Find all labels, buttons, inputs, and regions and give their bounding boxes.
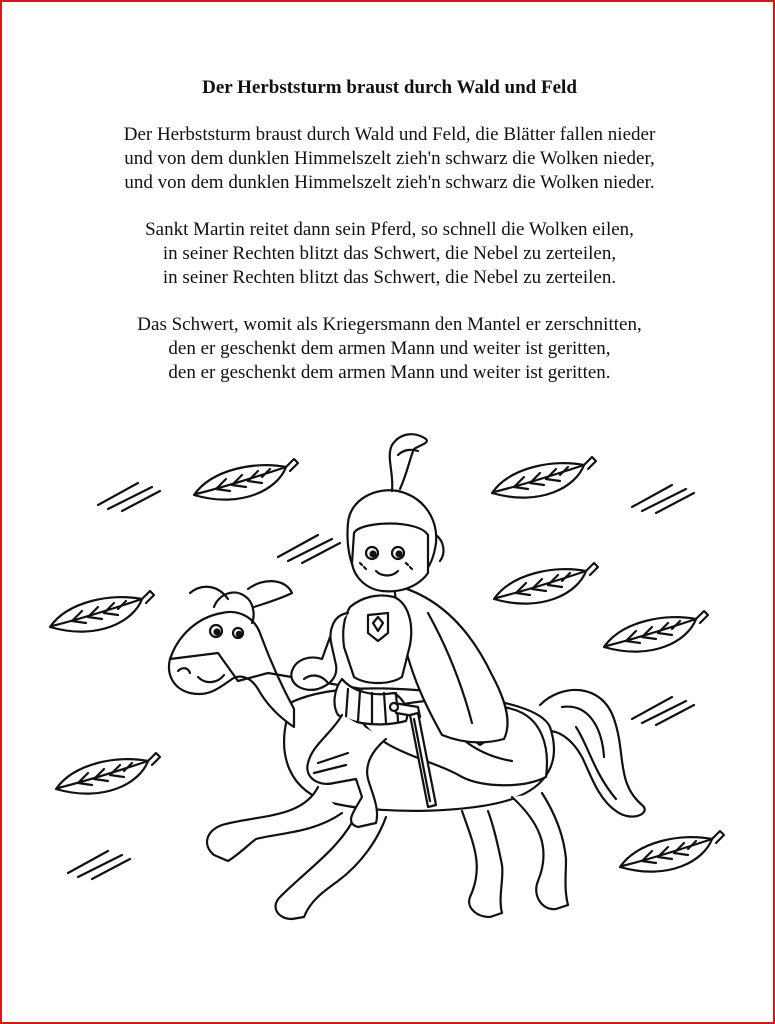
stanza-1 <box>2 123 775 195</box>
stanza-line: in seiner Rechten blitzt das Schwert, die Nebel zu zerteilen, <box>162 243 617 264</box>
stanza-line: und von dem dunklen Himmelszelt zieh'n schwarz die Wolken nieder. <box>124 172 655 193</box>
leaf-icon <box>492 457 596 498</box>
poem-title: Der Herbststurm braust durch Wald und Feld <box>202 77 577 98</box>
wind-lines-icon <box>98 483 160 511</box>
wind-lines-icon <box>278 535 340 563</box>
leaf-icon <box>56 753 160 794</box>
stanza-line: Der Herbststurm braust durch Wald und Feld, die Blätter fallen nieder <box>123 124 656 145</box>
leaf-icon <box>50 591 154 632</box>
leaf-icon <box>604 611 708 652</box>
poem <box>2 76 775 408</box>
wind-lines-icon <box>632 485 694 513</box>
martin-illustration <box>42 427 742 957</box>
stanza-2 <box>2 218 775 290</box>
stanza-line: und von dem dunklen Himmelszelt zieh'n schwarz die Wolken nieder, <box>124 148 655 169</box>
stanza-line: Das Schwert, womit als Kriegersmann den Mantel er zerschnitten, <box>137 314 642 335</box>
wind-lines-icon <box>68 851 130 879</box>
stanza-line: in seiner Rechten blitzt das Schwert, die Nebel zu zerteilen. <box>162 267 617 288</box>
leaf-icon <box>194 459 298 500</box>
leaf-icon <box>620 831 724 872</box>
stanza-line: den er geschenkt dem armen Mann und weiter ist geritten, <box>168 338 611 359</box>
wind-lines-icon <box>632 697 694 725</box>
stanza-line: den er geschenkt dem armen Mann und weiter ist geritten. <box>168 362 611 383</box>
stanza-3 <box>2 313 775 385</box>
stanza-line: Sankt Martin reitet dann sein Pferd, so schnell die Wolken eilen, <box>145 219 634 240</box>
leaf-icon <box>494 563 598 604</box>
